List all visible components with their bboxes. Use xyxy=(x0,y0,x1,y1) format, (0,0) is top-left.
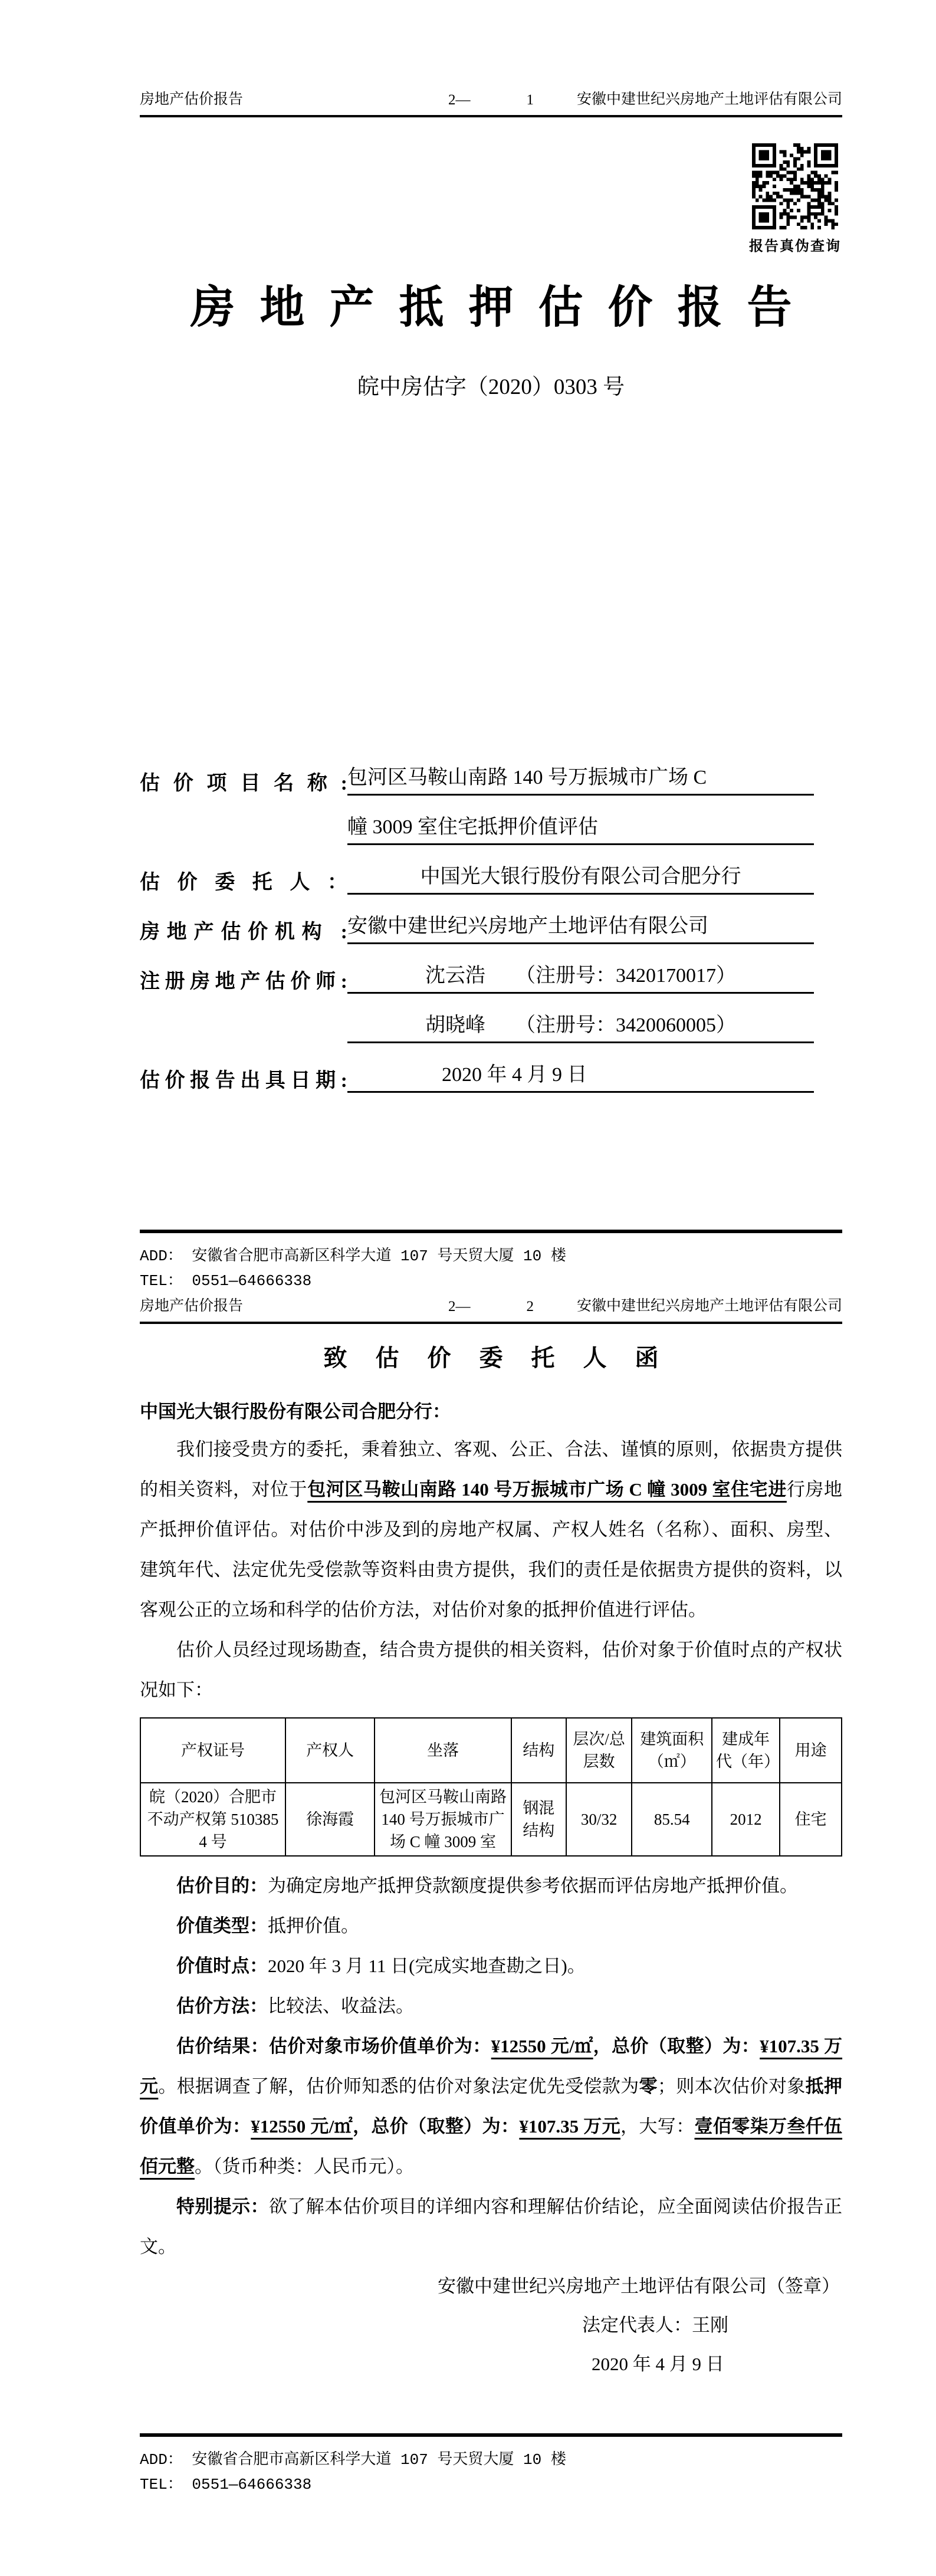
text-segment: 。根据调查了解，估价师知悉的估价对象法定优先受偿款为 xyxy=(158,2076,639,2097)
text-segment: ，总价（取整）为： xyxy=(593,2036,760,2057)
field-label: 估价项目名称: xyxy=(140,773,347,794)
text-segment: 包河区马鞍山南路 140 号万振城市广场 C 幢 3009 室住宅进 xyxy=(307,1479,787,1500)
field-client xyxy=(140,845,842,895)
col-cert-number: 产权证号 xyxy=(140,1718,285,1783)
item-special-note xyxy=(140,2187,842,2267)
letter-title: 致估价委托人函 xyxy=(323,1345,687,1371)
text-segment: 比较法、收益法。 xyxy=(268,1996,414,2017)
field-report-date xyxy=(140,1043,842,1093)
cell-area: 85.54 xyxy=(632,1783,712,1856)
text-segment: 估价对象市场价值单价为： xyxy=(268,2036,491,2057)
cell-floor: 30/32 xyxy=(566,1783,632,1856)
field-value: 沈云浩 （注册号：3420170017） xyxy=(347,964,814,994)
text-segment: 价值类型： xyxy=(176,1915,268,1937)
footer-phone: TEL： 0551—64666338 xyxy=(140,2476,312,2493)
field-value: 胡晓峰 （注册号：3420060005） xyxy=(347,1014,814,1043)
text-segment: 估价人员经过现场勘查，结合贵方提供的相关资料，估价对象于价值时点的产权状况如下： xyxy=(140,1639,842,1701)
field-project-name xyxy=(140,746,842,796)
col-owner: 产权人 xyxy=(285,1718,375,1783)
col-year-built: 建成年代（年） xyxy=(712,1718,780,1783)
report-doc-number: 皖中房估字（2020）0303 号 xyxy=(357,375,625,399)
item-appraisal-method xyxy=(140,1986,842,2026)
text-segment: ¥12550 元/㎡ xyxy=(491,2036,593,2057)
col-floor: 层次/总层数 xyxy=(566,1718,632,1783)
text-segment: ，总价（取整）为： xyxy=(353,2116,520,2137)
field-label: 估价委托人： xyxy=(140,872,347,893)
cover-fields xyxy=(140,746,842,1093)
text-segment: 零 xyxy=(639,2076,658,2097)
item-appraisal-purpose xyxy=(140,1866,842,1906)
header-page-number: 2 xyxy=(526,1299,534,1315)
appraisal-summary-items xyxy=(140,1866,842,2267)
text-segment: 行房地产抵押价值评估。对估价中涉及到的房地产权属、产权人姓名（名称）、面积、房型、建筑年代、法定优先受偿款等资料由贵方提供，我们的责任是依据贵方提供的资料，以客观公正的立场和科学的估价方法，对估价对象的抵押价值进行评估。 xyxy=(140,1479,843,1621)
field-value: 包河区马鞍山南路 140 号万振城市广场 C xyxy=(347,766,814,796)
text-segment: 抵押价值。 xyxy=(268,1915,359,1937)
text-segment: 估价方法： xyxy=(176,1996,268,2017)
field-appraiser-1 xyxy=(140,944,842,994)
field-label: 房地产估价机构 : xyxy=(140,921,347,943)
field-label: 估价报告出具日期: xyxy=(140,1070,347,1092)
report-verification-qr-block xyxy=(749,143,841,255)
qr-caption: 报告真伪查询 xyxy=(749,239,841,254)
header-company: 安徽中建世纪兴房地产土地评估有限公司 xyxy=(576,91,842,107)
cell-owner: 徐海霞 xyxy=(285,1783,375,1856)
property-rights-table xyxy=(140,1717,842,1857)
header-report-label: 房地产估价报告 xyxy=(140,1298,244,1314)
text-segment: 为确定房地产抵押贷款额度提供参考依据而评估房地产抵押价值。 xyxy=(268,1875,798,1897)
col-area: 建筑面积（㎡） xyxy=(632,1718,712,1783)
page-footer xyxy=(140,1230,842,1293)
table-row xyxy=(140,1783,842,1856)
field-value: 2020 年 4 月 9 日 xyxy=(347,1063,814,1093)
cell-use: 住宅 xyxy=(780,1783,842,1856)
text-segment: 2020 年 3 月 11 日(完成实地查勘之日)。 xyxy=(268,1956,586,1977)
page-header xyxy=(140,1294,842,1324)
cell-year-built: 2012 xyxy=(712,1783,780,1856)
qr-code-icon xyxy=(752,143,838,229)
signature-block xyxy=(140,2267,842,2384)
field-appraiser-2 xyxy=(140,994,842,1043)
text-segment: 。（货币种类：人民币元）。 xyxy=(195,2156,414,2177)
text-segment: 估价结果： xyxy=(176,2036,269,2057)
item-appraisal-result xyxy=(140,2026,842,2187)
col-structure: 结构 xyxy=(511,1718,566,1783)
text-segment: 壹佰零柒万叁仟伍佰元整 xyxy=(140,2116,843,2177)
header-report-label: 房地产估价报告 xyxy=(140,91,244,107)
text-segment: 特别提示： xyxy=(176,2196,269,2217)
field-value: 幢 3009 室住宅抵押价值评估 xyxy=(347,816,814,845)
page-header xyxy=(140,87,842,117)
cell-structure: 钢混结构 xyxy=(511,1783,566,1856)
field-label: 注册房地产估价师: xyxy=(140,971,347,993)
header-company: 安徽中建世纪兴房地产土地评估有限公司 xyxy=(576,1298,842,1314)
signature-date: 2020 年 4 月 9 日 xyxy=(592,2354,724,2375)
text-segment: ¥107.35 万元 xyxy=(519,2116,620,2137)
header-pages-total: 2— xyxy=(448,92,471,108)
text-segment: ¥12550 元/㎡ xyxy=(251,2116,353,2137)
footer-phone: TEL： 0551—64666338 xyxy=(140,1272,312,1290)
header-page-number: 1 xyxy=(526,92,534,108)
cell-cert-number: 皖（2020）合肥市不动产权第 5103854 号 xyxy=(140,1783,285,1856)
field-value: 中国光大银行股份有限公司合肥分行 xyxy=(347,865,814,895)
field-agency xyxy=(140,895,842,944)
field-project-name-line2 xyxy=(140,796,842,845)
table-header-row xyxy=(140,1718,842,1783)
col-use: 用途 xyxy=(780,1718,842,1783)
text-segment: 欲了解本估价项目的详细内容和理解估价结论，应全面阅读估价报告正文。 xyxy=(140,2196,842,2258)
footer-address: ADD： 安徽省合肥市高新区科学大道 107 号天贸大厦 10 楼 xyxy=(140,1247,566,1265)
signature-company: 安徽中建世纪兴房地产土地评估有限公司（签章） xyxy=(438,2276,840,2297)
footer-address: ADD： 安徽省合肥市高新区科学大道 107 号天贸大厦 10 楼 xyxy=(140,2451,566,2469)
text-segment: 价值时点： xyxy=(176,1956,268,1977)
page-footer xyxy=(140,2433,842,2497)
item-value-date xyxy=(140,1946,842,1986)
signature-legal-rep: 法定代表人：王刚 xyxy=(582,2315,728,2336)
letter-page xyxy=(0,1292,936,2576)
letter-salutation: 中国光大银行股份有限公司合肥分行： xyxy=(140,1401,451,1422)
letter-paragraph-2 xyxy=(140,1630,842,1710)
report-main-title: 房地产抵押估价报告 xyxy=(190,283,817,333)
text-segment: 抵押价值单价为： xyxy=(140,2076,843,2137)
col-location: 坐落 xyxy=(375,1718,511,1783)
item-value-type xyxy=(140,1906,842,1946)
text-segment: 我们接受贵方的委托，秉着独立、客观、公正、合法、谨慎的原则，依据贵方提供的相关资料，对位于 xyxy=(140,1439,842,1500)
field-value: 安徽中建世纪兴房地产土地评估有限公司 xyxy=(347,915,814,944)
text-segment: ；则本次估价对象 xyxy=(657,2076,806,2097)
text-segment: ，大写： xyxy=(620,2116,695,2137)
cell-location: 包河区马鞍山南路 140 号万振城市广场 C 幢 3009 室 xyxy=(375,1783,511,1856)
letter-paragraph-1 xyxy=(140,1430,842,1630)
header-pages-total: 2— xyxy=(448,1299,471,1315)
text-segment: ¥107.35 万元 xyxy=(140,2036,843,2097)
text-segment: 估价目的： xyxy=(176,1875,268,1897)
